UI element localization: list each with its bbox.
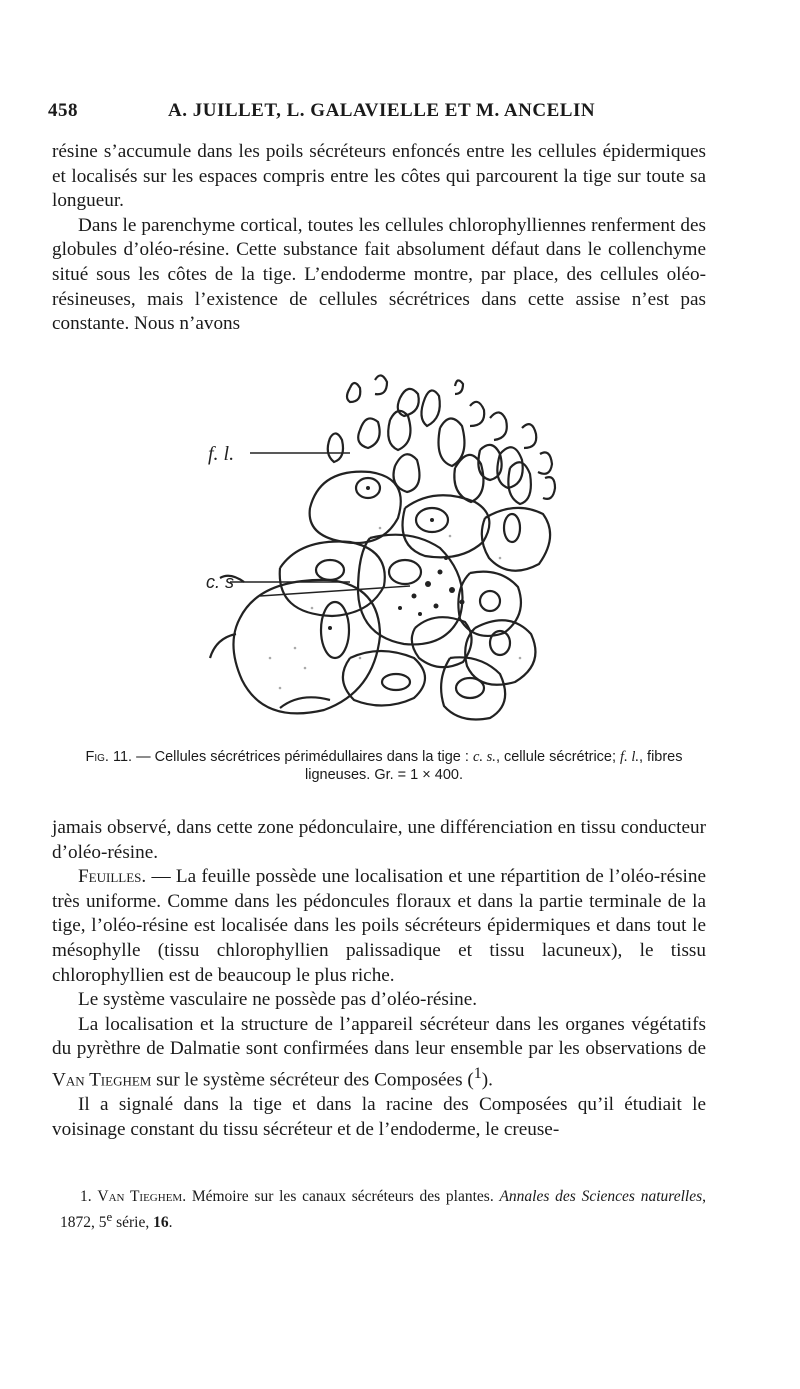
section-heading: Feuilles. [78, 866, 147, 888]
figure-cell-drawing [200, 358, 570, 730]
paragraph: résine s’accumule dans les poils sécréteurs enfoncés entre les cellules épidermiques et localisés sur les espaces compris entre les côtes qui parcourent la tige sur toute sa longueur. [52, 141, 706, 212]
paragraph: Le système vasculaire ne possède pas d’oléo-résine. [78, 989, 478, 1011]
paragraph: Il a signalé dans la tige et dans la racine des Composées qu’il étudiait le voisinage constant du tissu sécréteur et de l’endoderme, le creuse- [52, 1093, 706, 1140]
page-number: 458 [48, 100, 78, 121]
running-title: A. JUILLET, L. GALAVIELLE ET M. ANCELIN [168, 100, 596, 121]
author-name: Van Tieghem [52, 1069, 152, 1091]
paragraph: Feuilles. — La feuille possède une localisation et une répartition de l’oléo-résine très uniforme. Comme dans les pédoncules floraux et dans la partie terminale de la tige, l’oléo-résine est localisée dans les poils sécréteurs épidermiques et dans tout le mésophylle (tissu chlorophyllien palissadique et tissu lacuneux), le tissu chlorophyllien est de beaucoup le plus riche. [52, 866, 706, 986]
running-header [48, 100, 708, 128]
paragraph: jamais observé, dans cette zone pédonculaire, une différenciation en tissu conducteur d’oléo-résine. [52, 817, 706, 863]
footnote-ref: 1 [473, 1064, 482, 1082]
body-text-bottom [52, 816, 706, 1142]
footnote: 1. Van Tieghem. Mémoire sur les canaux sécréteurs des plantes. Annales des Sciences naturelles, 1872, 5e série, 16. [60, 1188, 706, 1232]
figure-label: Fig. 11. [85, 749, 133, 765]
paragraph: La localisation et la structure de l’appareil sécréteur dans les organes végétatifs du pyrèthre de Dalmatie sont confirmées dans leur ensemble par les observations de Van Tieghem sur le système sécréteur des Composées ($^1$). [52, 1013, 706, 1091]
label-fl: f. l. [208, 443, 235, 465]
label-cs: c. s [206, 572, 235, 592]
paragraph: Dans le parenchyme cortical, toutes les cellules chlorophylliennes renferment des globules d’oléo-résine. Cette substance fait absolument défaut dans le collenchyme situé sous les côtes de la tige. L’endoderme montre, par place, des cellules oléo-résineuses, mais l’existence de cellules sécrétrices dans cette assise n’est pas constante. Nous n’avons [52, 214, 706, 335]
figure-caption: Fig. 11. — Cellules sécrétrices périmédullaires dans la tige : c. s., cellule sécrétrice; f. l., fibres ligneuses. Gr. = 1 × 400. [85, 749, 683, 783]
body-text-top [52, 140, 706, 337]
cell-drawing-svg [200, 358, 570, 730]
